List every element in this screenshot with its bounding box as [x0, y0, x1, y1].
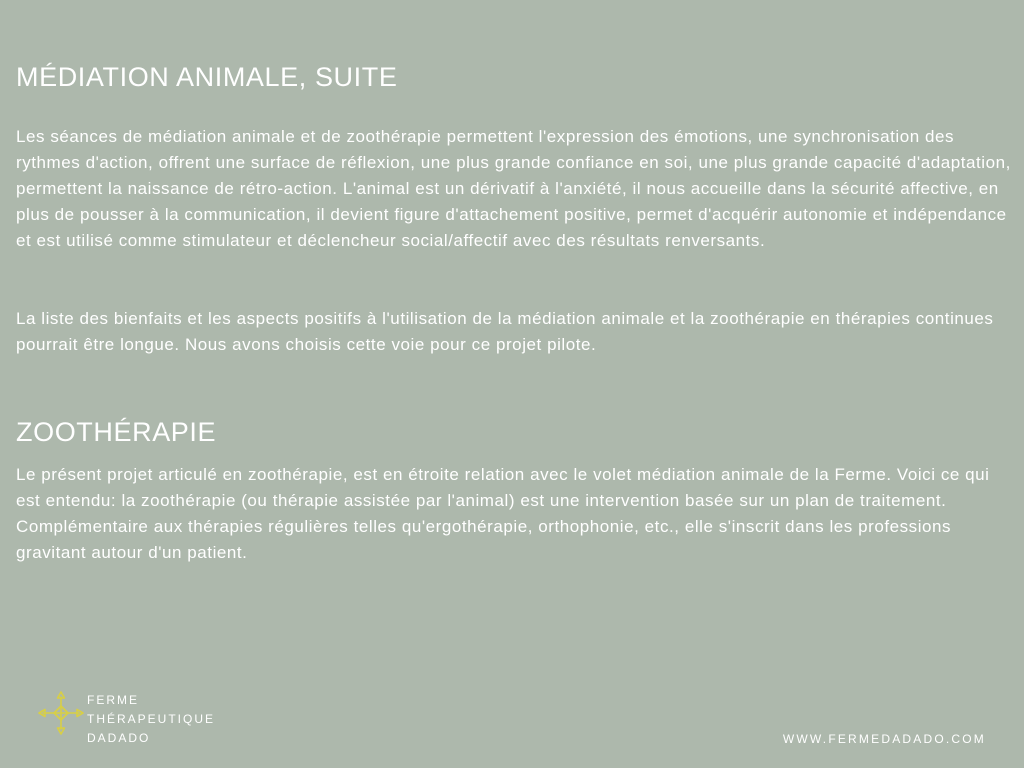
website-link[interactable]: WWW.FERMEDADADO.COM — [782, 732, 986, 746]
brand-line-3: DADADO — [87, 731, 151, 745]
brand-line-2: THÉRAPEUTIQUE — [87, 712, 216, 726]
section-heading-zootherapie: ZOOTHÉRAPIE — [16, 417, 217, 447]
section-heading-mediation: MÉDIATION ANIMALE, SUITE — [16, 62, 398, 92]
zootherapie-paragraph: Le présent projet articulé en zoothérapie, est en étroite relation avec le volet médiation animale de la Ferme. Voici ce qui est entendu: la zoothérapie (ou thérapie assistée par l'animal) est une intervention basée sur un plan de traitement. Complémentaire aux thérapies régulières telles qu'ergothérapie, orthophonie, etc., elle s'inscrit dans les professions gravitant autour d'un patient. — [16, 465, 990, 562]
mediation-paragraph-2: La liste des bienfaits et les aspects positifs à l'utilisation de la médiation animale et la zoothérapie en thérapies continues pourrait être longue. Nous avons choisis cette voie pour ce projet pilote. — [16, 309, 994, 354]
compass-arrows-icon — [38, 690, 84, 736]
brand-line-1: FERME — [87, 693, 139, 707]
brand-name — [87, 691, 215, 748]
mediation-paragraph-1: Les séances de médiation animale et de zoothérapie permettent l'expression des émotions, une synchronisation des rythmes d'action, offrent une surface de réflexion, une plus grande confiance en soi, une plus grande capacité d'adaptation, permettent la naissance de rétro-action. L'animal est un dérivatif à l'anxiété, il nous accueille dans la sécurité affective, en plus de pousser à la communication, il devient figure d'attachement positive, permet d'acquérir autonomie et indépendance et est utilisé comme stimulateur et déclencheur social/affectif avec des résultats renversants. — [16, 127, 1011, 250]
